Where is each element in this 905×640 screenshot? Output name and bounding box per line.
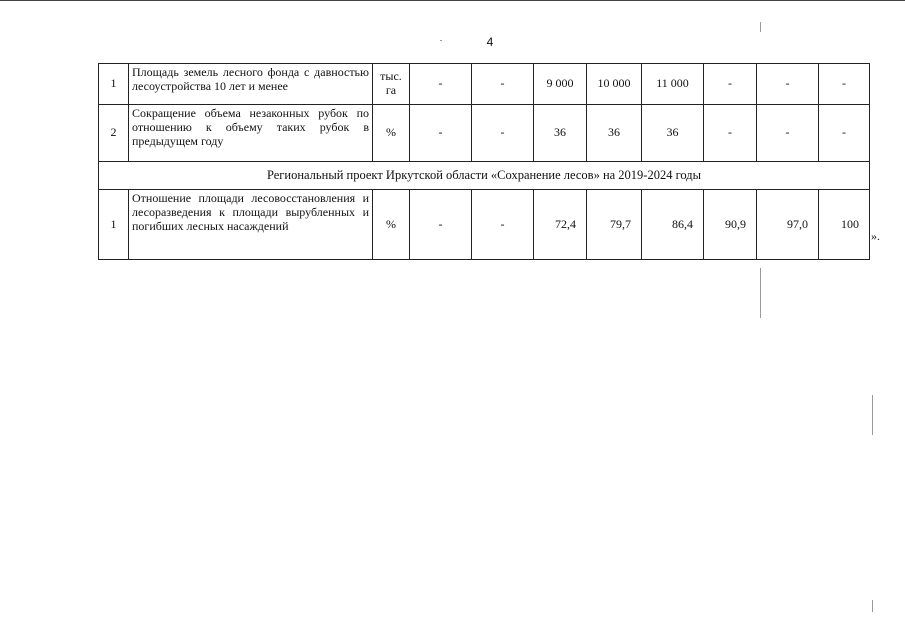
value-cell: 36	[534, 105, 587, 162]
unit-cell: тыс. га	[373, 64, 410, 105]
value-cell: -	[704, 64, 757, 105]
scan-artifact	[872, 600, 873, 612]
value-cell: -	[704, 105, 757, 162]
value-cell: -	[410, 190, 472, 260]
page-number: 4	[486, 35, 494, 49]
section-header-row	[99, 162, 870, 190]
section-title: Региональный проект Иркутской области «Сохранение лесов» на 2019-2024 годы	[99, 162, 870, 190]
value-cell: 72,4	[534, 190, 587, 260]
value-cell: -	[410, 64, 472, 105]
row-number: 1	[99, 64, 129, 105]
indicator-name: Сокращение объема незаконных рубок по отношению к объему таких рубок в предыдущем году	[129, 105, 373, 162]
value-cell: 10 000	[587, 64, 642, 105]
value-cell: 11 000	[642, 64, 704, 105]
scan-artifact	[760, 268, 761, 318]
page-top-border	[0, 0, 905, 1]
value-cell: -	[819, 64, 870, 105]
value-cell: -	[757, 64, 819, 105]
scan-artifact	[872, 395, 873, 435]
value-cell: 9 000	[534, 64, 587, 105]
value-cell: -	[757, 105, 819, 162]
value-cell: 90,9	[704, 190, 757, 260]
scan-artifact	[440, 40, 442, 41]
table-row	[99, 190, 870, 260]
value-cell: 36	[642, 105, 704, 162]
table-row	[99, 105, 870, 162]
value-cell: 100	[819, 190, 870, 260]
value-cell: 36	[587, 105, 642, 162]
unit-cell: %	[373, 190, 410, 260]
value-cell: 79,7	[587, 190, 642, 260]
value-cell: -	[819, 105, 870, 162]
value-cell: 86,4	[642, 190, 704, 260]
value-cell: -	[472, 64, 534, 105]
table-row	[99, 64, 870, 105]
value-cell: -	[410, 105, 472, 162]
unit-cell: %	[373, 105, 410, 162]
value-cell: -	[472, 190, 534, 260]
indicator-name: Отношение площади лесовосстановления и лесоразведения к площади вырубленных и погибших лесных насаждений	[129, 190, 373, 260]
indicators-table	[98, 63, 870, 260]
scan-artifact	[760, 22, 761, 32]
indicator-name: Площадь земель лесного фонда с давностью лесоустройства 10 лет и менее	[129, 64, 373, 105]
value-cell: -	[472, 105, 534, 162]
closing-quote: ».	[871, 229, 880, 243]
value-cell: 97,0	[757, 190, 819, 260]
row-number: 2	[99, 105, 129, 162]
row-number: 1	[99, 190, 129, 260]
